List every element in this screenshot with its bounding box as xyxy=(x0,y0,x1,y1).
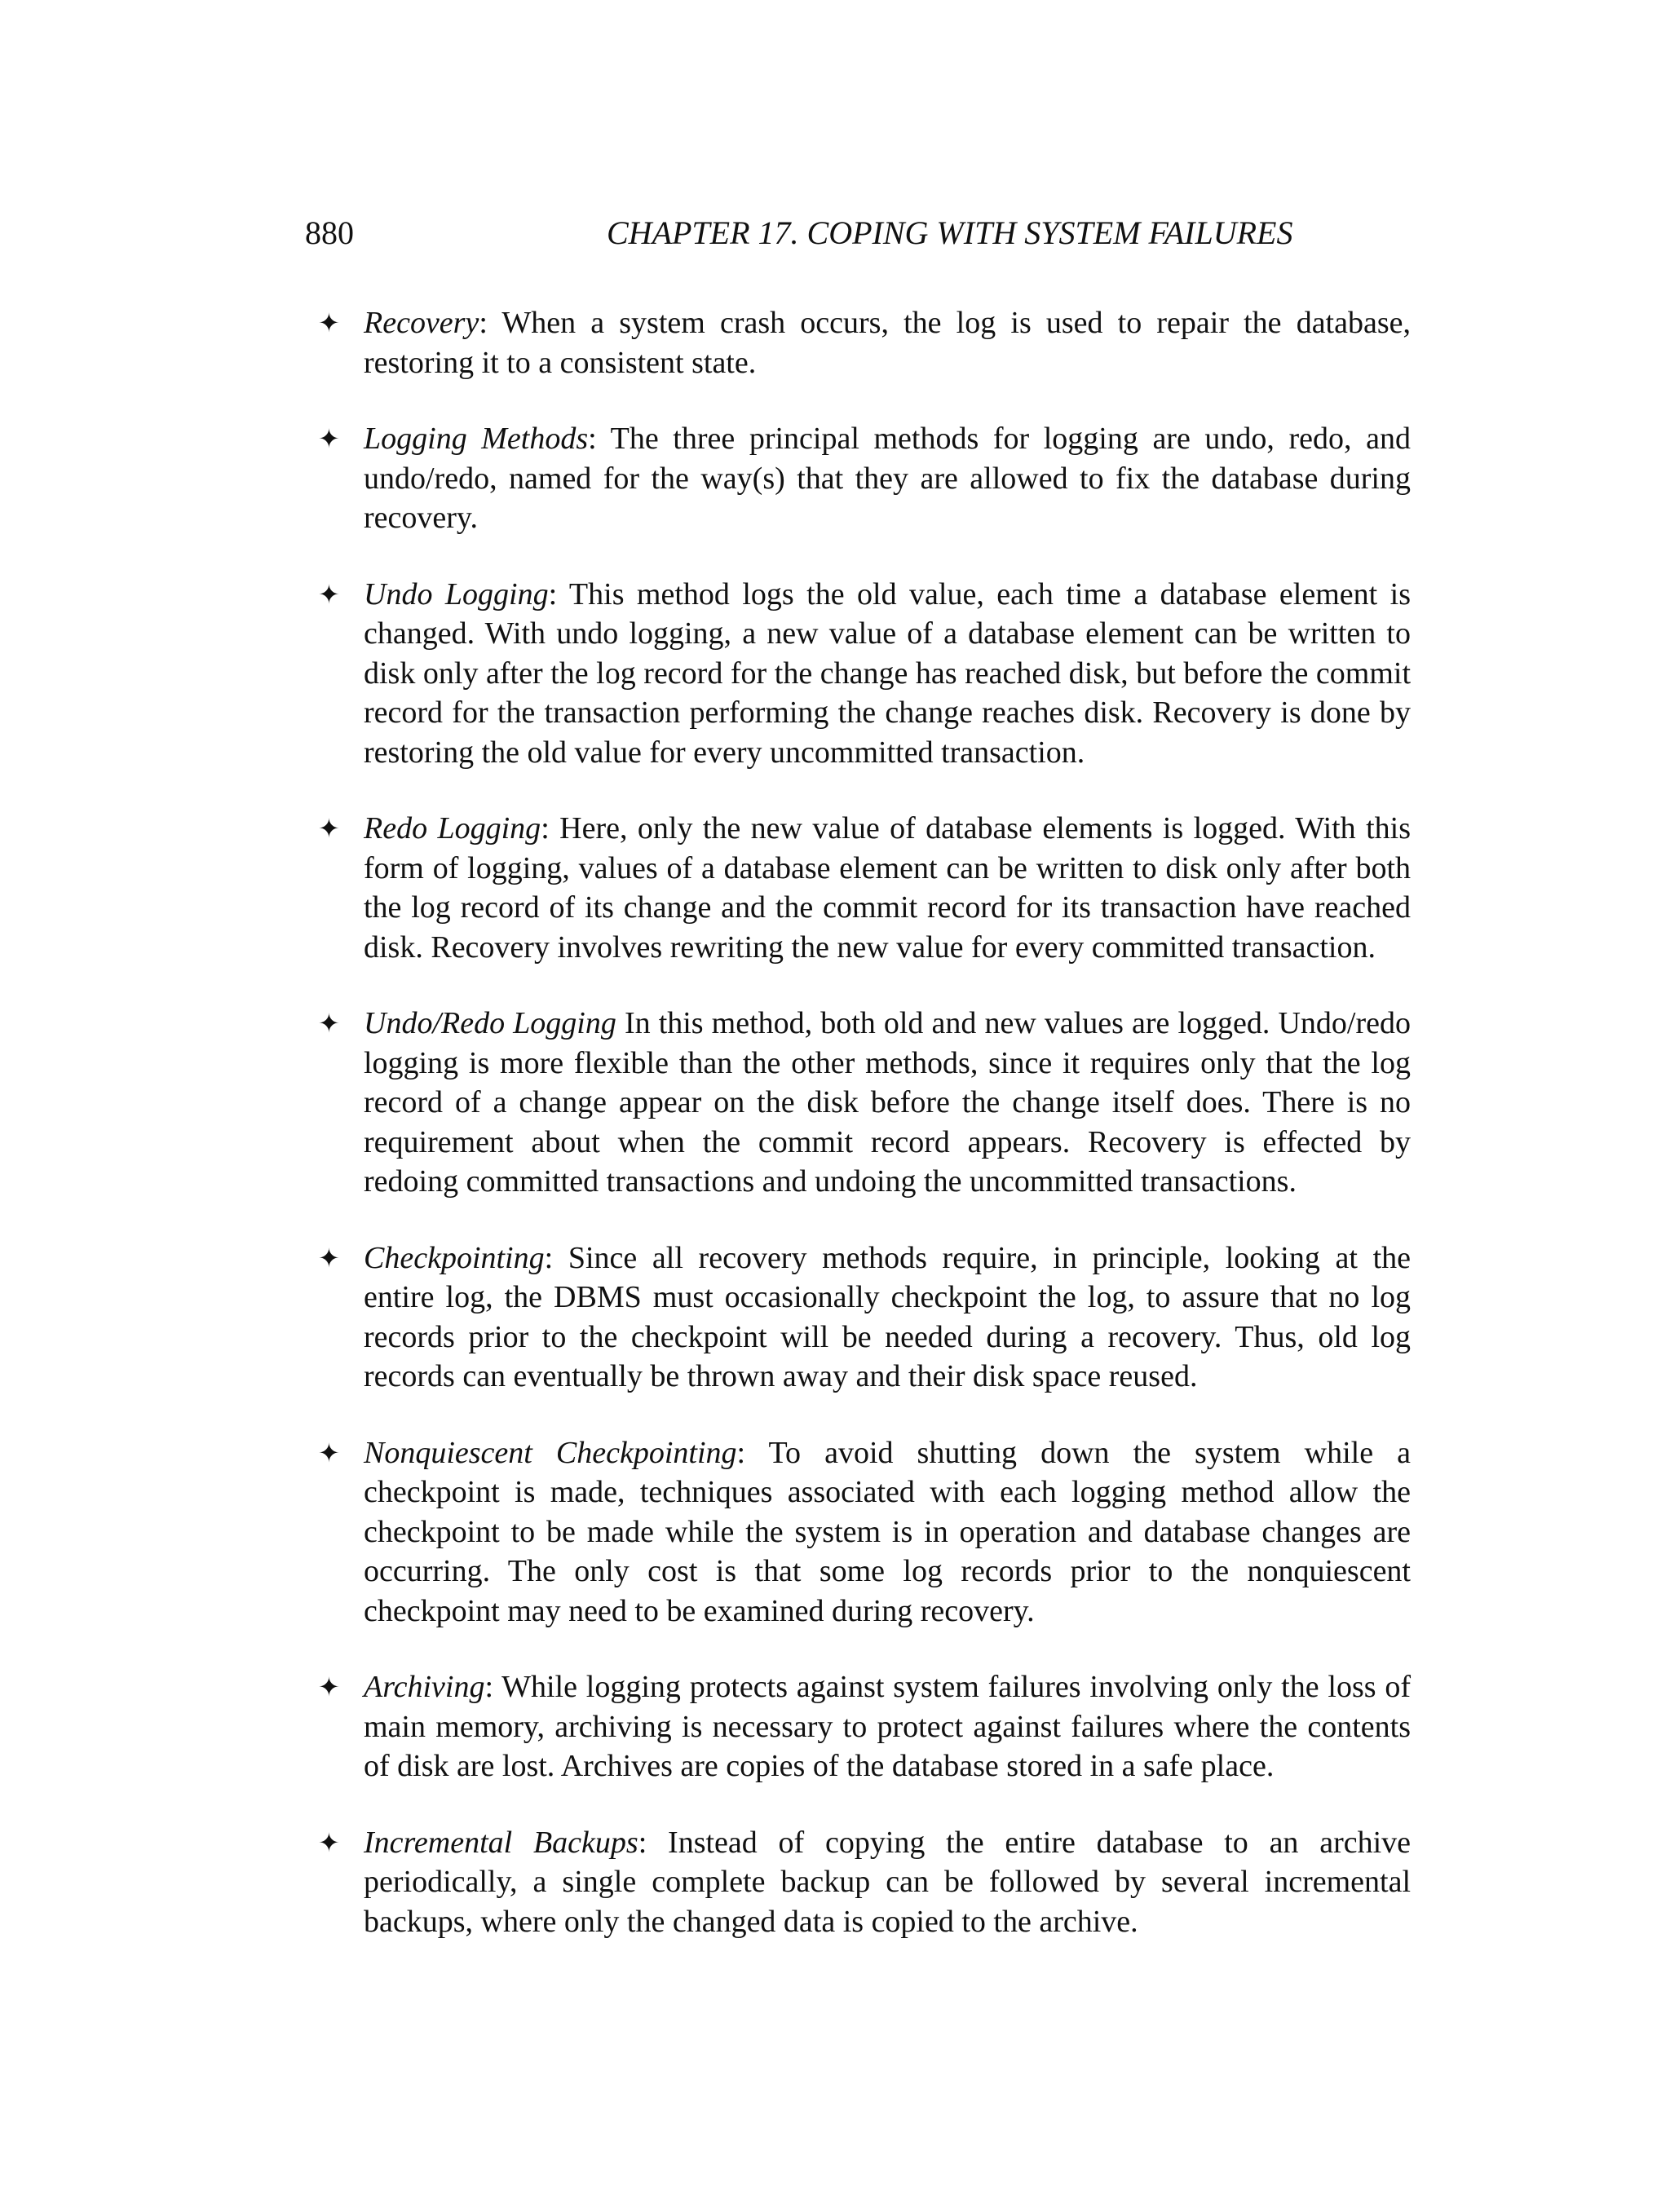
item-term: Checkpointing xyxy=(364,1240,545,1275)
list-item xyxy=(318,1667,1411,1786)
summary-list xyxy=(318,303,1411,1978)
item-term: Undo Logging xyxy=(364,576,549,612)
item-term: Redo Logging xyxy=(364,811,541,846)
item-separator: : xyxy=(638,1825,669,1860)
item-term: Logging Methods xyxy=(364,422,589,456)
list-item xyxy=(318,1823,1411,1942)
item-separator: : xyxy=(548,576,569,612)
list-item xyxy=(318,1238,1411,1397)
item-text: This method logs the old value, each time a database element is changed. With undo logging, a new value of a database element can be written to disk only after the log record for the change has reached disk, but before the commit record for the transaction performing the change reaches disk. Recovery is done by restoring the old value for every uncommitted transaction. xyxy=(364,576,1411,770)
item-term: Undo/Redo Logging xyxy=(364,1006,616,1040)
list-item xyxy=(318,419,1411,538)
diamond-bullet-icon: ✦ xyxy=(318,579,340,609)
item-separator: : xyxy=(541,811,560,846)
item-term: Archiving xyxy=(364,1670,485,1704)
item-separator: : xyxy=(484,1670,502,1704)
item-text: To avoid shutting down the system while a checkpoint is made, techniques associated with each logging method allow the checkpoint to be made while the system is in operation and database changes are occurring. The only cost is that some log records prior to the nonquiescent checkpoint may need to be examined during recovery. xyxy=(364,1435,1412,1628)
list-item xyxy=(318,1433,1411,1631)
item-text: While logging protects against system failures involving only the loss of main memory, archiving is necessary to protect against failures where the contents of disk are lost. Archives are copies of the database stored in a safe place. xyxy=(364,1670,1411,1783)
diamond-bullet-icon: ✦ xyxy=(318,1672,340,1702)
list-item xyxy=(318,575,1411,773)
page-number: 880 xyxy=(305,214,354,251)
diamond-bullet-icon: ✦ xyxy=(318,1827,340,1857)
item-term: Nonquiescent Checkpointing xyxy=(364,1435,737,1470)
item-text: When a system crash occurs, the log is used to repair the database, restoring it to a consistent state. xyxy=(364,306,1411,380)
item-text: In this method, both old and new values are logged. Undo/redo logging is more flexible than the other methods, since it requires only that the log record of a change appear on the disk before the change itself does. There is no requirement about when the commit record appears. Recovery is effected by redoing committed transactions and undoing the uncommitted transactions. xyxy=(364,1006,1411,1199)
item-separator: : xyxy=(736,1435,769,1470)
diamond-bullet-icon: ✦ xyxy=(318,424,340,453)
item-text: The three principal methods for logging are undo, redo, and undo/redo, named for the way(s) that they are allowed to fix the database during recovery. xyxy=(364,422,1411,535)
item-separator xyxy=(616,1006,625,1040)
diamond-bullet-icon: ✦ xyxy=(318,814,340,843)
page-header xyxy=(305,210,1414,256)
item-term: Incremental Backups xyxy=(364,1825,638,1860)
list-item xyxy=(318,303,1411,382)
item-term: Recovery xyxy=(364,306,479,340)
item-separator: : xyxy=(588,422,611,456)
diamond-bullet-icon: ✦ xyxy=(318,1243,340,1273)
list-item xyxy=(318,809,1411,967)
item-text: Since all recovery methods require, in principle, looking at the entire log, the DBMS must occasionally checkpoint the log, to assure that no log records prior to the checkpoint will be needed during a recovery. Thus, old log records can eventually be thrown away and their disk space reused. xyxy=(364,1240,1411,1393)
diamond-bullet-icon: ✦ xyxy=(318,1437,340,1468)
item-separator: : xyxy=(544,1240,568,1275)
diamond-bullet-icon: ✦ xyxy=(318,308,340,338)
diamond-bullet-icon: ✦ xyxy=(318,1009,340,1038)
running-head: CHAPTER 17. COPING WITH SYSTEM FAILURES xyxy=(607,214,1293,251)
list-item xyxy=(318,1004,1411,1202)
item-text: Instead of copying the entire database to an archive periodically, a single complete backup can be followed by several incremental backups, where only the changed data is copied to the archive. xyxy=(364,1825,1412,1939)
item-text: Here, only the new value of database elements is logged. With this form of logging, values of a database element can be written to disk only after both the log record of its change and the commit record for its transaction have reached disk. Recovery involves rewriting the new value for every committed transaction. xyxy=(364,811,1411,965)
item-separator: : xyxy=(479,306,502,340)
